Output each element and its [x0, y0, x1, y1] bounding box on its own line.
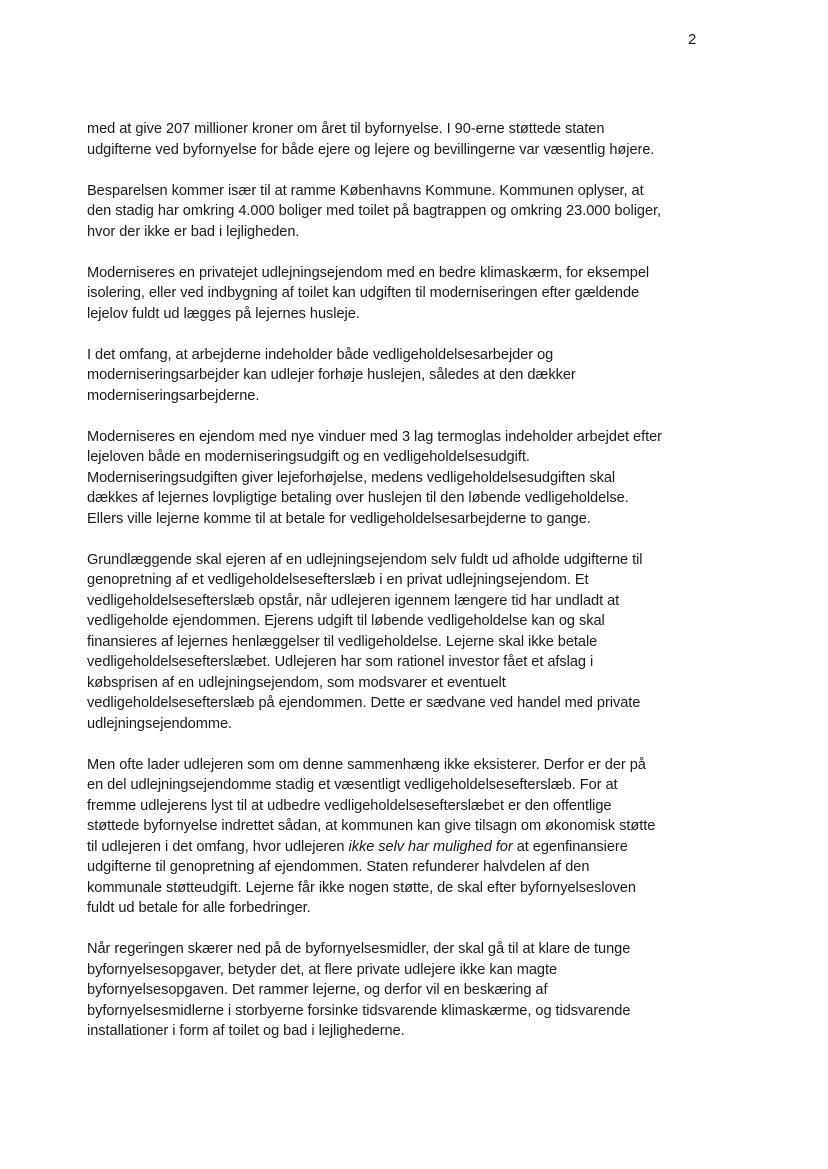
text-line: udlejningsejendomme.: [87, 715, 233, 732]
paragraph: [87, 345, 707, 407]
page-number: 2: [688, 31, 697, 48]
text-line: vedligeholdelsesefterslæbet. Udlejeren har som rationel investor fået et afslag i: [87, 654, 594, 670]
text-line: Besparelsen kommer især til at ramme Københavns Kommune. Kommunen oplyser, at: [87, 182, 644, 199]
text-line: fuldt ud betale for alle forbedringer.: [87, 900, 311, 916]
text-line: Moderniseres en ejendom med nye vinduer med 3 lag termoglas indeholder arbejdet efter: [87, 428, 662, 445]
italic-emphasis: ikke selv har mulighed for: [348, 838, 513, 855]
text-line: Moderniseres en privatejet udlejningsejendom med en bedre klimaskærm, for eksempel: [87, 264, 650, 281]
text-line: genopretning af et vedligeholdelsesefterslæb i en privat udlejningsejendom. Et: [87, 572, 589, 588]
text-line: udgifterne til genopretning af ejendommen. Staten refunderer halvdelen af den: [87, 859, 590, 875]
text-line: udgifterne ved byfornyelse for både ejere og lejere og bevillingerne var væsentlig højere.: [87, 141, 655, 158]
paragraph: [87, 181, 707, 243]
text-line: dækkes af lejernes lovpligtige betaling over huslejen til den løbende vedligeholdelse.: [87, 490, 629, 506]
text-line: med at give 207 millioner kroner om året til byfornyelse. I 90-erne støttede staten: [87, 121, 605, 137]
text-line: vedligeholdelsesefterslæb opstår, når udlejeren igennem længere tid har undladt at: [87, 592, 620, 609]
text-line: hvor der ikke er bad i lejligheden.: [87, 223, 300, 240]
paragraph: [87, 939, 707, 1042]
text-line: Ellers ville lejerne komme til at betale for vedligeholdelsesarbejderne to gange.: [87, 510, 591, 527]
paragraph: [87, 550, 707, 735]
text-line: moderniseringsarbejder kan udlejer forhøje huslejen, således at den dækker: [87, 367, 576, 383]
text-line: byfornyelsesopgaven. Det rammer lejerne, og derfor vil en beskæring af: [87, 982, 548, 998]
text-line-mixed: [87, 837, 707, 858]
paragraph: [87, 263, 707, 325]
text-line: Når regeringen skærer ned på de byfornyelsesmidler, der skal gå til at klare de tunge: [87, 941, 631, 957]
text-line: lejelov fuldt ud lægges på lejernes husleje.: [87, 305, 360, 322]
text-line: kommunale støtteudgift. Lejerne får ikke nogen støtte, de skal efter byfornyelsesloven: [87, 879, 636, 896]
text-line: en del udlejningsejendomme stadig et væsentligt vedligeholdelsesefterslæb. For at: [87, 777, 618, 793]
text-line: finansieres af lejernes henlæggelser til vedligeholdelse. Lejerne skal ikke betale: [87, 633, 598, 650]
text-line: Men ofte lader udlejeren som om denne sammenhæng ikke eksisterer. Derfor er der på: [87, 756, 646, 773]
text-line: vedligeholdelsesefterslæb på ejendommen. Dette er sædvane ved handel med private: [87, 695, 641, 711]
text-segment: at egenfinansiere: [512, 838, 628, 855]
text-line: fremme udlejerens lyst til at udbedre vedligeholdelsesefterslæbet er den offentlige: [87, 797, 612, 814]
text-line: vedligeholde ejendommen. Ejerens udgift til løbende vedligeholdelse kan og skal: [87, 613, 605, 629]
paragraph: [87, 427, 707, 530]
paragraph: [87, 755, 707, 919]
text-line: installationer i form af toilet og bad i lejlighederne.: [87, 1023, 405, 1039]
paragraph: [87, 119, 707, 160]
text-line: lejeloven både en moderniseringsudgift og en vedligeholdelsesudgift.: [87, 449, 530, 465]
text-line: byfornyelsesmidlerne i storbyerne forsinke tidsvarende klimaskærme, og tidsvarende: [87, 1002, 631, 1019]
text-line: Moderniseringsudgiften giver lejeforhøjelse, medens vedligeholdelsesudgiften skal: [87, 469, 616, 486]
text-line: I det omfang, at arbejderne indeholder både vedligeholdelsesarbejder og: [87, 346, 554, 363]
text-line: isolering, eller ved indbygning af toilet kan udgiften til moderniseringen efter gældende: [87, 285, 640, 301]
body-text: [87, 119, 707, 1062]
text-line: moderniseringsarbejderne.: [87, 387, 260, 404]
text-line: støttede byfornyelse indrettet sådan, at kommunen kan give tilsagn om økonomisk støtte: [87, 818, 656, 834]
text-line: den stadig har omkring 4.000 boliger med toilet på bagtrappen og omkring 23.000 boliger,: [87, 203, 662, 219]
text-segment: til udlejeren i det omfang, hvor udlejeren: [87, 838, 349, 855]
text-line: Grundlæggende skal ejeren af en udlejningsejendom selv fuldt ud afholde udgifterne til: [87, 551, 643, 568]
text-line: byfornyelsesopgaver, betyder det, at flere private udlejere ikke kan magte: [87, 961, 558, 978]
text-line: købsprisen af en udlejningsejendom, som modsvarer et eventuelt: [87, 674, 506, 691]
